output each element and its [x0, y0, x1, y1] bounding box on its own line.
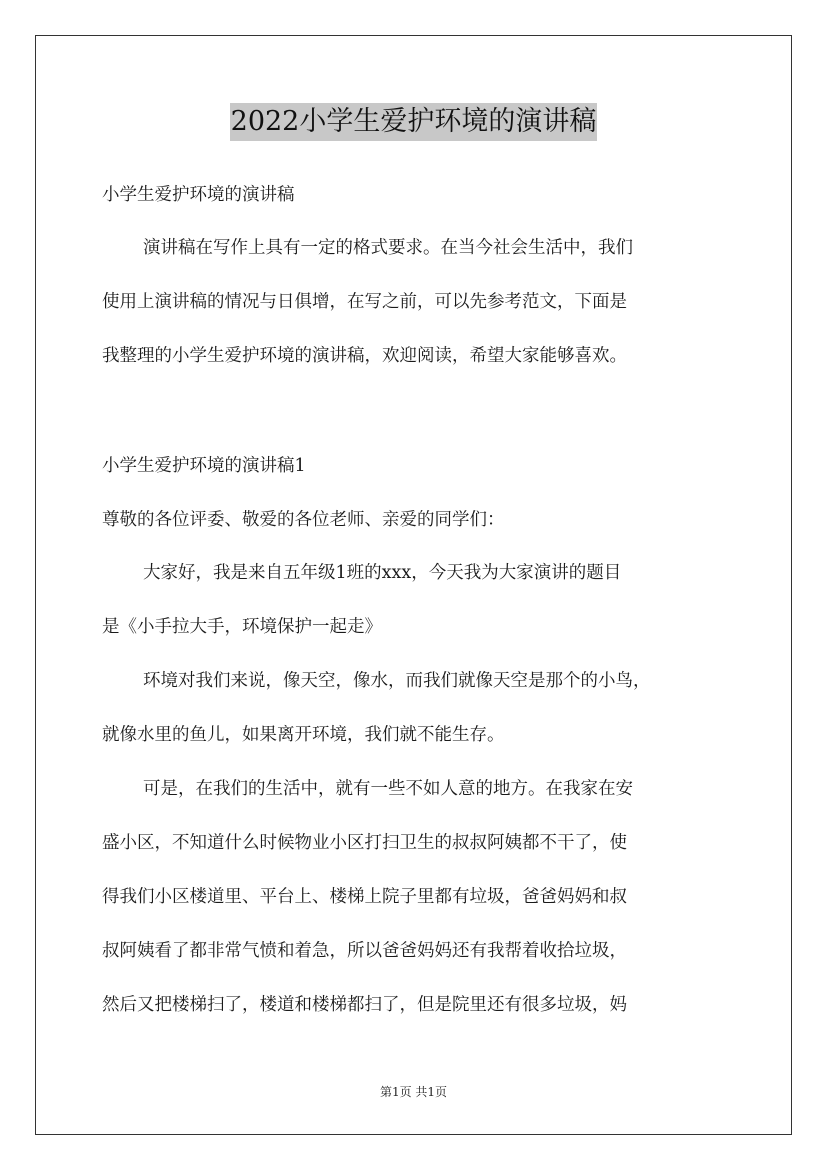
title-container	[0, 103, 827, 141]
paragraph-line: 盛小区，不知道什么时候物业小区打扫卫生的叔叔阿姨都不干了，使	[102, 833, 627, 853]
paragraph-line: 环境对我们来说，像天空，像水，而我们就像天空是那个的小鸟，	[143, 671, 651, 691]
paragraph-line: 然后又把楼梯扫了，楼道和楼梯都扫了，但是院里还有很多垃圾，妈	[102, 995, 627, 1015]
document-title: 2022小学生爱护环境的演讲稿	[230, 103, 598, 141]
paragraph-line: 我整理的小学生爱护环境的演讲稿，欢迎阅读，希望大家能够喜欢。	[102, 346, 627, 366]
paragraph-line: 大家好，我是来自五年级1班的xxx，今天我为大家演讲的题目	[143, 563, 622, 583]
subtitle: 小学生爱护环境的演讲稿	[102, 185, 295, 205]
paragraph-line: 演讲稿在写作上具有一定的格式要求。在当今社会生活中，我们	[143, 238, 633, 258]
section-heading: 小学生爱护环境的演讲稿1	[102, 456, 306, 476]
paragraph-line: 可是，在我们的生活中，就有一些不如人意的地方。在我家在安	[143, 779, 633, 799]
paragraph-line: 叔阿姨看了都非常气愤和着急，所以爸爸妈妈还有我帮着收拾垃圾，	[102, 941, 627, 961]
paragraph-line: 就像水里的鱼儿，如果离开环境，我们就不能生存。	[102, 725, 505, 745]
paragraph-line: 得我们小区楼道里、平台上、楼梯上院子里都有垃圾，爸爸妈妈和叔	[102, 887, 627, 907]
salutation: 尊敬的各位评委、敬爱的各位老师、亲爱的同学们：	[102, 510, 505, 530]
page-footer: 第1页 共1页	[379, 1085, 448, 1099]
paragraph-line: 使用上演讲稿的情况与日俱增，在写之前，可以先参考范文，下面是	[102, 292, 627, 312]
paragraph-line: 是《小手拉大手，环境保护一起走》	[102, 617, 382, 637]
